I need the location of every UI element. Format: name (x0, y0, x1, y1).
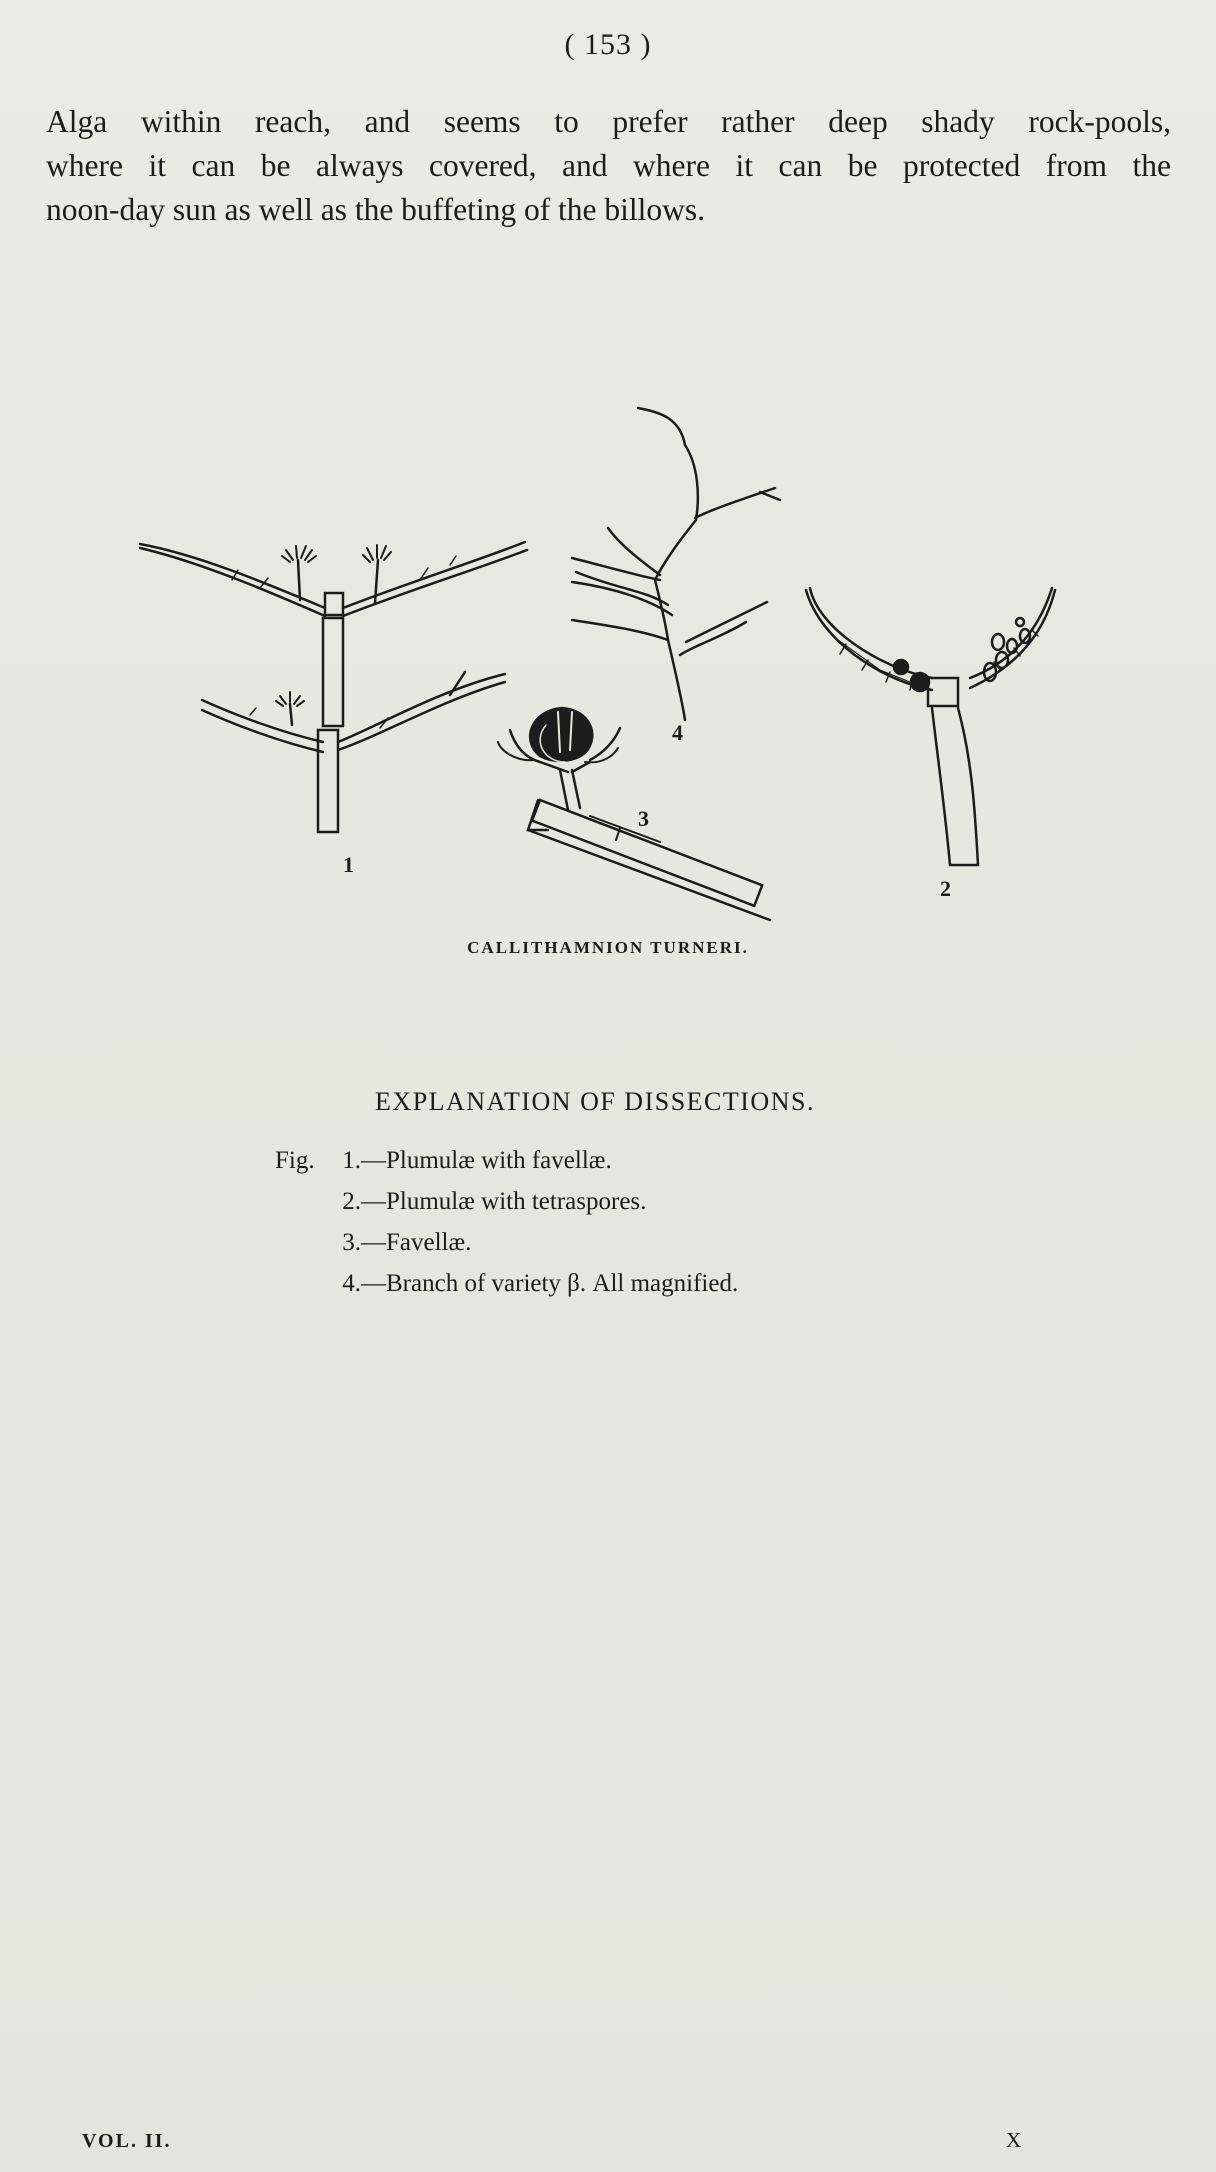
figure-4-drawing (572, 408, 780, 720)
fig-prefix (275, 1222, 333, 1263)
fig-description: —Plumulæ with favellæ. (361, 1147, 612, 1174)
intro-paragraph (46, 100, 1171, 232)
fig-number: 1. (342, 1147, 361, 1174)
explanation-item (275, 1222, 975, 1263)
figure-number-1: 1 (343, 852, 354, 877)
page-number: ( 153 ) (564, 28, 652, 61)
botanical-illustration (120, 390, 1080, 950)
fig-prefix (275, 1181, 333, 1222)
fig-prefix: Fig. (275, 1147, 315, 1174)
fig-description: —Branch of variety β. All magnified. (361, 1270, 739, 1297)
fig-number: 2. (342, 1188, 361, 1215)
explanation-item (275, 1140, 975, 1181)
fig-number: 3. (342, 1229, 361, 1256)
fig-description: —Plumulæ with tetraspores. (361, 1188, 647, 1215)
intro-line: where it can be always covered, and where it can be protected from the (46, 148, 1171, 183)
volume-footer: VOL. II. (82, 2130, 172, 2152)
explanation-list (275, 1140, 975, 1304)
intro-line: noon-day sun as well as the buffeting of the billows. (46, 192, 706, 227)
signature-mark: X (1006, 2128, 1022, 2152)
explanation-heading: EXPLANATION OF DISSECTIONS. (375, 1087, 815, 1116)
figure-number-2: 2 (940, 876, 951, 901)
fig-prefix (275, 1263, 333, 1304)
explanation-item (275, 1181, 975, 1222)
figure-caption: CALLITHAMNION TURNERI. (467, 938, 749, 957)
intro-line: Alga within reach, and seems to prefer rather deep shady rock-pools, (46, 104, 1171, 139)
figure-number-4: 4 (672, 720, 683, 745)
figure-number-3: 3 (638, 806, 649, 831)
figure-3-drawing (498, 708, 770, 920)
figure-1-drawing (140, 542, 527, 832)
fig-description: —Favellæ. (361, 1229, 472, 1256)
figure-2-drawing (806, 588, 1055, 865)
explanation-item (275, 1263, 975, 1304)
fig-number: 4. (342, 1270, 361, 1297)
